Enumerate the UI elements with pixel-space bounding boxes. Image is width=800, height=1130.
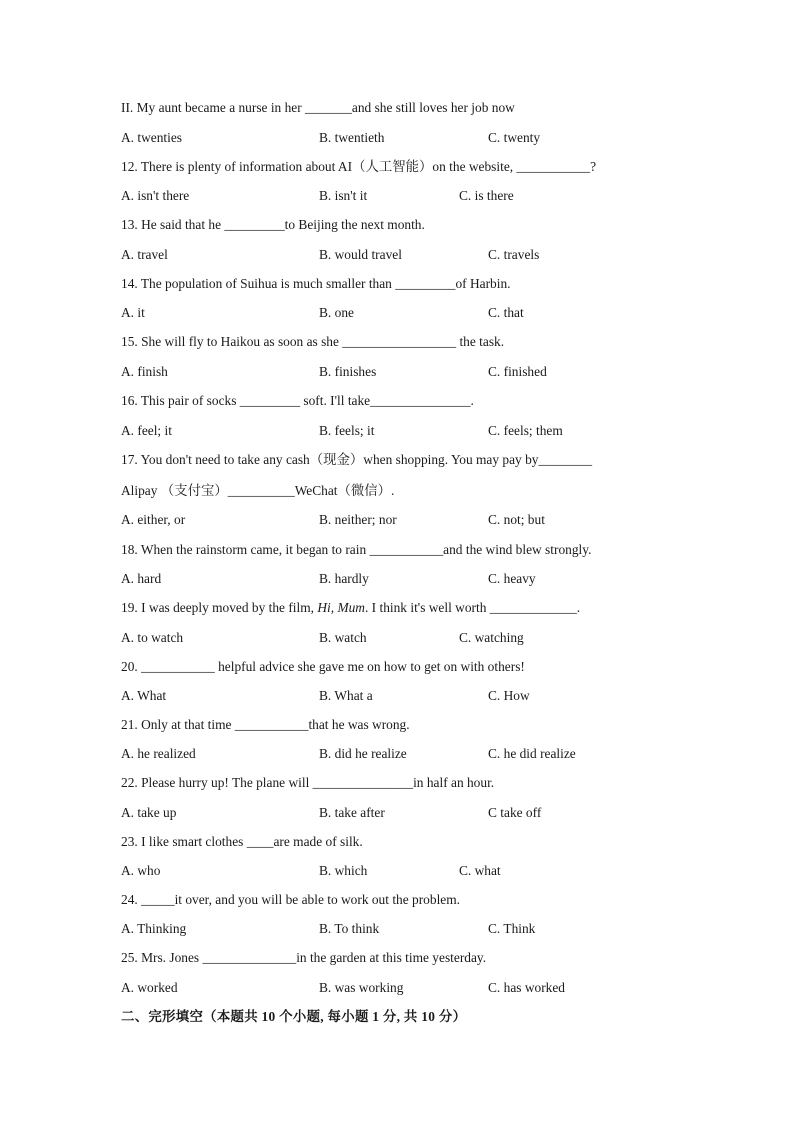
- stem-text: 19. I was deeply moved by the film,: [121, 600, 318, 615]
- option-c: C. has worked: [488, 980, 565, 995]
- option-c: C. that: [488, 305, 524, 320]
- question-stem: 20. ___________ helpful advice she gave me on how to get on with others!: [121, 659, 525, 674]
- question-stem: 23. I like smart clothes ____are made of silk.: [121, 834, 363, 849]
- option-a: A. twenties: [121, 130, 182, 145]
- option-a: A. isn't there: [121, 188, 190, 203]
- question-stem: 14. The population of Suihua is much smaller than _________of Harbin.: [121, 276, 511, 291]
- question-stem: [121, 600, 580, 616]
- option-c: C take off: [488, 805, 542, 820]
- question-stem: 12. There is plenty of information about AI（人工智能）on the website, ___________?: [121, 159, 597, 174]
- option-a: A. who: [121, 863, 161, 878]
- option-a: A. worked: [121, 980, 178, 995]
- question-stem: 17. You don't need to take any cash（现金）when shopping. You may pay by________: [121, 452, 593, 467]
- question-stem: 21. Only at that time ___________that he was wrong.: [121, 717, 410, 732]
- option-b: B. twentieth: [319, 130, 385, 145]
- option-c: C. feels; them: [488, 423, 563, 438]
- question-stem: 25. Mrs. Jones ______________in the garden at this time yesterday.: [121, 950, 487, 965]
- option-a: A. he realized: [121, 746, 196, 761]
- option-b: B. would travel: [319, 247, 402, 262]
- option-c: C. How: [488, 688, 530, 703]
- section-heading: 二、完形填空（本题共 10 个小题, 每小题 1 分, 共 10 分）: [121, 1009, 467, 1024]
- option-c: C. what: [459, 863, 501, 878]
- option-c: C. he did realize: [488, 746, 576, 761]
- question-stem: 16. This pair of socks _________ soft. I'll take_______________.: [121, 393, 474, 408]
- option-b: B. What a: [319, 688, 373, 703]
- option-c: C. finished: [488, 364, 547, 379]
- question-stem: 13. He said that he _________to Beijing the next month.: [121, 217, 425, 232]
- option-a: A. hard: [121, 571, 162, 586]
- option-c: C. Think: [488, 921, 536, 936]
- question-stem: 15. She will fly to Haikou as soon as she _________________ the task.: [121, 334, 505, 349]
- question-stem: 24. _____it over, and you will be able to work out the problem.: [121, 892, 461, 907]
- option-a: A. either, or: [121, 512, 186, 527]
- option-a: A. it: [121, 305, 145, 320]
- option-b: B. isn't it: [319, 188, 368, 203]
- question-stem: II. My aunt became a nurse in her _______and she still loves her job now: [121, 100, 515, 115]
- option-a: A. feel; it: [121, 423, 172, 438]
- option-a: A. Thinking: [121, 921, 187, 936]
- question-stem: 22. Please hurry up! The plane will _______________in half an hour.: [121, 775, 495, 790]
- option-a: A. finish: [121, 364, 168, 379]
- option-b: B. finishes: [319, 364, 377, 379]
- option-a: A. take up: [121, 805, 177, 820]
- option-a: A. What: [121, 688, 167, 703]
- option-b: B. did he realize: [319, 746, 407, 761]
- option-a: A. travel: [121, 247, 168, 262]
- option-b: B. was working: [319, 980, 404, 995]
- option-c: C. is there: [459, 188, 514, 203]
- option-c: C. heavy: [488, 571, 536, 586]
- stem-text: . I think it's well worth _____________.: [364, 600, 581, 615]
- option-b: B. take after: [319, 805, 385, 820]
- option-c: C. watching: [459, 630, 524, 645]
- option-c: C. travels: [488, 247, 540, 262]
- option-b: B. watch: [319, 630, 367, 645]
- option-b: B. neither; nor: [319, 512, 397, 527]
- question-stem-continued: Alipay （支付宝）__________WeChat（微信）.: [121, 483, 395, 498]
- option-b: B. hardly: [319, 571, 369, 586]
- option-c: C. twenty: [488, 130, 541, 145]
- option-b: B. one: [319, 305, 354, 320]
- option-c: C. not; but: [488, 512, 545, 527]
- option-b: B. To think: [319, 921, 380, 936]
- question-stem: 18. When the rainstorm came, it began to rain ___________and the wind blew strongly.: [121, 542, 592, 557]
- option-b: B. feels; it: [319, 423, 375, 438]
- option-a: A. to watch: [121, 630, 184, 645]
- option-b: B. which: [319, 863, 368, 878]
- film-title: Hi, Mum: [317, 600, 365, 615]
